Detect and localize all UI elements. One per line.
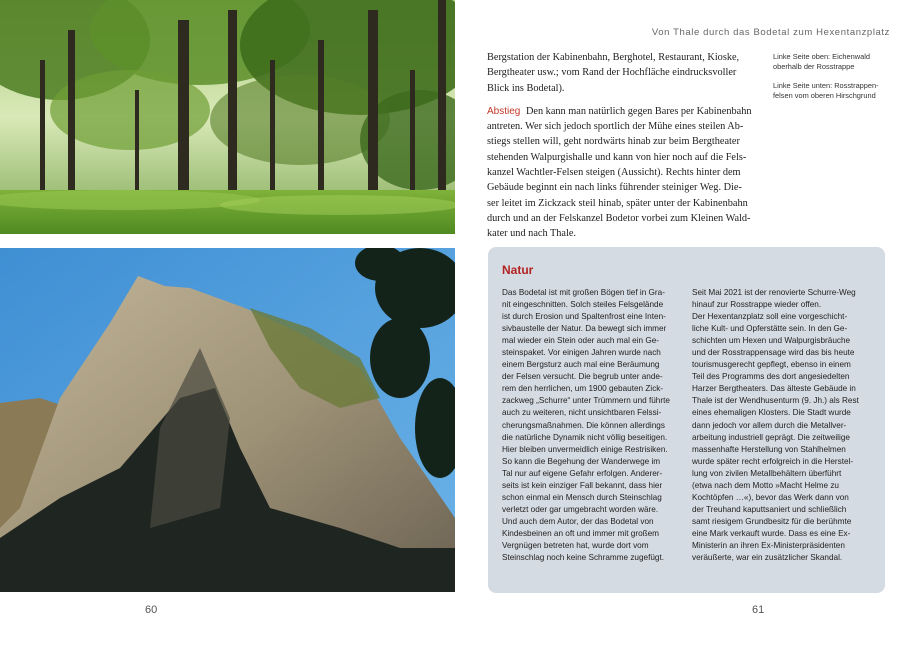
info-box-line: Ministerin an ihren Ex-Ministerpräsidenten bbox=[692, 540, 845, 550]
info-box-line: hinauf zur Rosstrappe wieder offen. bbox=[692, 300, 822, 310]
info-box-line: sivbaustelle der Natur. Da bewegt sich immer bbox=[502, 324, 667, 334]
info-box-line: rem den herrlichen, um 1900 gebauten Zick- bbox=[502, 384, 664, 394]
info-box-line: Steinschlag noch keine Schramme zugefügt. bbox=[502, 553, 665, 563]
info-box-line: steinspaket. Vor einigen Jahren wurde nach bbox=[502, 348, 661, 358]
info-box-line: veräußerte, war ein zusätzlicher Skandal. bbox=[692, 553, 843, 563]
text-line: kanzel Wachtler-Felsen steigen (Aussicht). Rechts hinter dem bbox=[487, 167, 741, 179]
info-box-line: ist durch Erosion und Spaltenfrost eine Inten- bbox=[502, 312, 666, 322]
text-line: Bergtheater usw.; vom Rand der Hochfläche eindrucksvoller bbox=[487, 67, 737, 79]
info-box-line: seits ist kein einziger Fall bekannt, dass hier bbox=[502, 480, 663, 490]
body-text bbox=[487, 50, 765, 242]
info-box-line: Tal nur auf eigene Gefahr erfolgen. Anderer- bbox=[502, 468, 663, 478]
page-number-left: 60 bbox=[145, 604, 158, 616]
info-box-column-2 bbox=[692, 287, 870, 564]
info-box-line: mal wieder ein Stein oder auch mal ein Ge- bbox=[502, 336, 660, 346]
photo-captions bbox=[773, 52, 893, 110]
info-box-line: Das Bodetal ist mit großen Bögen tief in Gra- bbox=[502, 288, 665, 297]
info-box-line: Hier bleiben unvermeidlich einige Restrisiken. bbox=[502, 444, 668, 454]
text-line-rest: Den kann man natürlich gegen Bares per Kabinenbahn bbox=[525, 105, 752, 117]
text-line: Bergstation der Kabinenbahn, Berghotel, Restaurant, Kioske, bbox=[487, 52, 740, 63]
caption-top: Linke Seite oben: Eichenwald oberhalb der Rosstrappe bbox=[773, 52, 870, 71]
text-line: stehenden Walpurgishalle und kann von hier noch auf die Fels- bbox=[487, 151, 747, 163]
info-box-line: und der Rosstrappensage wird das bis heute bbox=[692, 348, 855, 358]
info-box-line: Kindesbeinen an oft und immer mit großem bbox=[502, 528, 660, 538]
info-box-line: zackweg „Schurre“ unter Trümmern und führte bbox=[502, 396, 670, 406]
text-line: stiegs stellen will, geht nordwärts hinab zur beim Bergtheater bbox=[487, 136, 740, 148]
info-box-line: Harzer Bergtheaters. Das älteste Gebäude in bbox=[692, 384, 856, 394]
info-box-line: einem Bergsturz auch mal eine Beräumung bbox=[502, 360, 660, 370]
text-line: kater und nach Thale. bbox=[487, 228, 577, 240]
info-box-line: auch zu weiteren, nicht unsichtbaren Felssi- bbox=[502, 408, 662, 418]
section-keyword: Abstieg bbox=[487, 105, 521, 117]
info-box-line: schon einmal ein Mensch durch Steinschlag bbox=[502, 492, 662, 502]
info-box-line: samt riesigem Grundbesitz für die berühmte bbox=[692, 516, 852, 526]
info-box-column-1 bbox=[502, 287, 680, 564]
info-box-line: nit eingeschnitten. Solch steiles Felsgelände bbox=[502, 300, 664, 310]
paragraph-2 bbox=[487, 104, 765, 242]
text-line: antreten. Wer sich jedoch sportlich der Mühe eines steilen Ab- bbox=[487, 121, 744, 133]
info-box-line: der Treuhand kaputtsaniert und schließlich bbox=[692, 504, 847, 514]
info-box-line: Kochtöpfen …«), bevor das Werk dann von bbox=[692, 492, 849, 502]
info-box-line: Und auch dem Autor, der das Bodetal von bbox=[502, 516, 654, 526]
text-line: ser leitet im Zickzack steil hinab, später unter der Kabinenbahn bbox=[487, 197, 748, 209]
info-box-line: liche Kult- und Opferstätte sein. In den Ge- bbox=[692, 324, 848, 334]
info-box-line: So kann die Begehung der Wanderwege im bbox=[502, 456, 661, 466]
text-line: Blick ins Bodetal). bbox=[487, 82, 565, 94]
info-box-line: Seit Mai 2021 ist der renovierte Schurre-Weg bbox=[692, 288, 856, 297]
nature-info-box bbox=[488, 247, 885, 593]
info-box-line: dann jedoch vor allem durch die Metallver- bbox=[692, 420, 847, 430]
info-box-line: eine Mark verkauft wurde. Dass es eine Ex- bbox=[692, 528, 851, 538]
info-box-line: massenhafte Herstellung von Stahlhelmen bbox=[692, 444, 846, 454]
info-box-line: eines ehemaligen Klosters. Die Stadt wurde bbox=[692, 408, 851, 418]
info-box-line: verletzt oder gar umgebracht worden wäre. bbox=[502, 504, 659, 514]
rock-photo bbox=[0, 248, 455, 592]
info-box-line: der Felsen versucht. Die begrub unter ande- bbox=[502, 372, 663, 382]
caption-bottom: Linke Seite unten: Rosstrappen-felsen vom oberen Hirschgrund bbox=[773, 81, 879, 100]
info-box-line: (etwa nach dem Motto »Macht Helme zu bbox=[692, 480, 839, 490]
info-box-line: die natürliche Dynamik nicht völlig beseitigen. bbox=[502, 432, 668, 442]
info-box-line: tourismusgerecht gepflegt, ebenso in einem bbox=[692, 360, 851, 370]
info-box-line: cherungsmaßnahmen. Die können allerdings bbox=[502, 420, 665, 430]
text-line: durch und an der Felskanzel Bodetor vorbei zum Kleinen Wald- bbox=[487, 212, 751, 224]
info-box-line: schichten um Hexen und Walpurgisbräuche bbox=[692, 336, 851, 346]
info-box-line: Vergnügen betreten hat, wurde dort vom bbox=[502, 540, 649, 550]
info-box-line: arbeitung industriell geprägt. Die zeitweilige bbox=[692, 432, 850, 442]
forest-photo bbox=[0, 0, 455, 234]
running-head: Von Thale durch das Bodetal zum Hexentanzplatz bbox=[651, 27, 890, 38]
page-number-right: 61 bbox=[752, 604, 765, 616]
info-box-title: Natur bbox=[502, 263, 534, 277]
info-box-line: lung von zivilen Metallbehältern überführt bbox=[692, 468, 842, 478]
info-box-line: Teil des Programms des dort angesiedelten bbox=[692, 372, 850, 382]
info-box-line: wurde später recht erfolgreich in die Herstel- bbox=[692, 456, 854, 466]
info-box-line: Der Hexentanzplatz soll eine vorgeschicht- bbox=[692, 312, 848, 322]
text-line: Gebäude beginnt ein nach links führender steiniger Weg. Die- bbox=[487, 182, 742, 194]
text-line bbox=[487, 104, 765, 119]
paragraph-1 bbox=[487, 50, 765, 96]
info-box-line: Thale ist der Wendhusenturm (9. Jh.) als Rest bbox=[692, 396, 859, 406]
